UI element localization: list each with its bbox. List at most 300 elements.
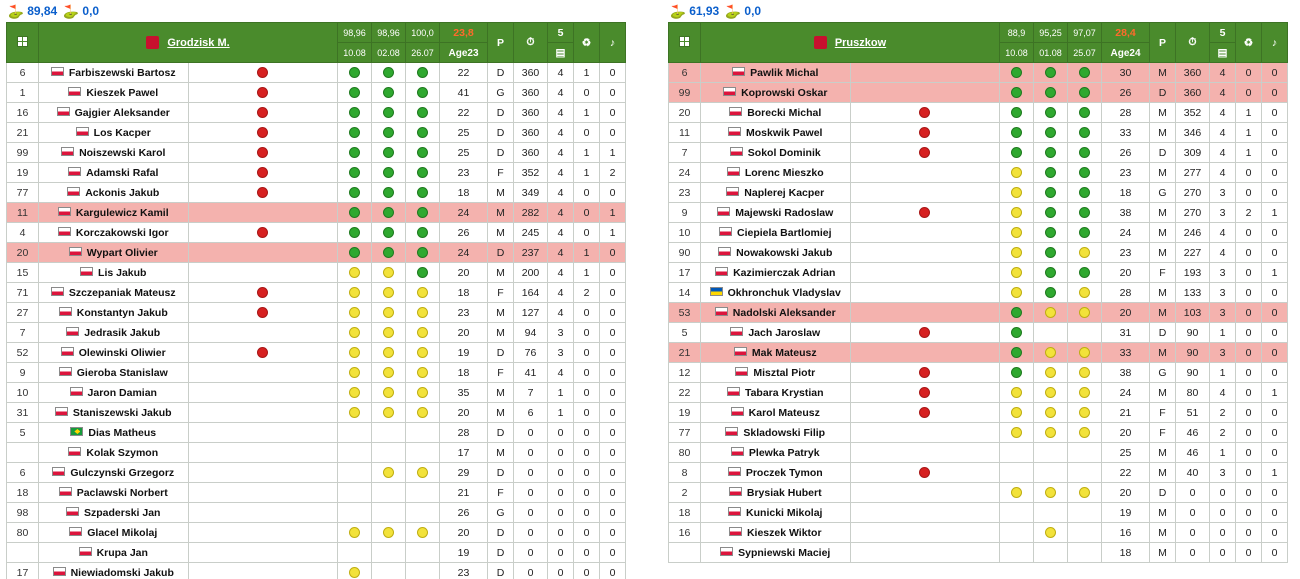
player-name-cell[interactable] [39, 503, 189, 523]
flag-ua-icon [710, 287, 723, 296]
green-status-dot-icon [1079, 267, 1090, 278]
player-name-cell[interactable] [39, 263, 189, 283]
shirt-number: 20 [7, 243, 39, 263]
table-row[interactable] [7, 383, 626, 403]
green-status-dot-icon [417, 207, 428, 218]
player-name-cell[interactable] [39, 103, 189, 123]
match-status-2 [1034, 363, 1068, 383]
player-matches: 4 [548, 163, 574, 183]
match-status-2 [1034, 443, 1068, 463]
match-status-1 [1000, 543, 1034, 563]
age-column-header[interactable] [1102, 43, 1150, 63]
player-name-cell[interactable] [701, 443, 851, 463]
player-goals: 0 [1262, 103, 1288, 123]
yellow-status-dot-icon [383, 307, 394, 318]
player-position: M [1150, 283, 1176, 303]
green-status-dot-icon [1045, 247, 1056, 258]
match-status-3 [406, 563, 440, 579]
player-name-cell[interactable] [39, 483, 189, 503]
shirt-number: 27 [7, 303, 39, 323]
player-position: G [488, 503, 514, 523]
player-age: 26 [440, 503, 488, 523]
player-goals: 0 [1262, 423, 1288, 443]
player-position: D [488, 543, 514, 563]
yellow-status-dot-icon [1045, 427, 1056, 438]
player-position: M [488, 383, 514, 403]
match-status-1 [338, 83, 372, 103]
player-matches: 0 [548, 423, 574, 443]
grid-toggle-button[interactable] [7, 23, 39, 63]
injury-indicator-cell [188, 443, 338, 463]
match-date-2[interactable]: 02.08 [372, 43, 406, 63]
player-matches: 4 [548, 263, 574, 283]
player-name-cell[interactable] [701, 483, 851, 503]
player-name-cell[interactable] [39, 323, 189, 343]
player-age: 18 [440, 183, 488, 203]
player-subs: 0 [574, 383, 600, 403]
injury-indicator-cell [850, 283, 1000, 303]
minutes-column-header[interactable]: ⏱ [514, 23, 548, 63]
player-subs: 0 [574, 123, 600, 143]
player-name-cell[interactable] [39, 543, 189, 563]
red-status-dot-icon [257, 167, 268, 178]
table-row[interactable] [669, 243, 1288, 263]
green-status-dot-icon [1079, 227, 1090, 238]
player-matches: 4 [1210, 123, 1236, 143]
table-row[interactable] [669, 423, 1288, 443]
injury-indicator-cell [850, 63, 1000, 83]
player-subs: 0 [1236, 343, 1262, 363]
player-minutes: 360 [514, 123, 548, 143]
match-status-1 [1000, 303, 1034, 323]
yellow-status-dot-icon [1079, 307, 1090, 318]
table-row[interactable] [7, 83, 626, 103]
table-row[interactable] [669, 63, 1288, 83]
player-age: 26 [1102, 143, 1150, 163]
table-row[interactable] [669, 363, 1288, 383]
player-name-cell[interactable] [39, 403, 189, 423]
position-column-header[interactable]: P [1150, 23, 1176, 63]
table-row[interactable] [669, 223, 1288, 243]
player-age: 21 [1102, 403, 1150, 423]
player-matches: 0 [548, 523, 574, 543]
match-status-1 [338, 283, 372, 303]
match-status-3 [406, 223, 440, 243]
table-row[interactable] [7, 283, 626, 303]
table-row[interactable] [7, 403, 626, 423]
match-status-3 [406, 403, 440, 423]
player-name-cell[interactable] [701, 463, 851, 483]
player-minutes: 127 [514, 303, 548, 323]
shirt-number: 9 [7, 363, 39, 383]
shirt-number: 18 [669, 503, 701, 523]
player-name: Wypart Olivier [86, 246, 158, 259]
player-name-cell[interactable] [701, 263, 851, 283]
player-name-cell[interactable] [701, 423, 851, 443]
player-position: D [488, 143, 514, 163]
player-name-cell[interactable] [701, 283, 851, 303]
goals-column-header[interactable]: ♪ [600, 23, 626, 63]
table-row[interactable] [669, 203, 1288, 223]
player-name-cell[interactable] [701, 103, 851, 123]
player-name-cell[interactable] [39, 303, 189, 323]
green-status-dot-icon [383, 167, 394, 178]
table-row[interactable] [7, 363, 626, 383]
player-position: D [488, 563, 514, 579]
player-name-cell[interactable] [39, 83, 189, 103]
player-goals: 0 [600, 343, 626, 363]
table-row[interactable] [669, 283, 1288, 303]
player-position: M [1150, 303, 1176, 323]
player-matches: 4 [1210, 83, 1236, 103]
shirt-number: 17 [7, 563, 39, 579]
table-row[interactable] [669, 323, 1288, 343]
player-minutes: 349 [514, 183, 548, 203]
table-row[interactable] [669, 83, 1288, 103]
table-row[interactable] [669, 543, 1288, 563]
player-name-cell[interactable] [701, 323, 851, 343]
player-goals: 0 [1262, 543, 1288, 563]
yellow-status-dot-icon [417, 307, 428, 318]
shirt-number: 6 [669, 63, 701, 83]
table-row[interactable] [7, 103, 626, 123]
table-row[interactable] [7, 63, 626, 83]
player-name-cell[interactable] [701, 243, 851, 263]
match-status-2 [372, 63, 406, 83]
table-row[interactable] [669, 503, 1288, 523]
match-pct-3: 97,07 [1068, 23, 1102, 43]
player-name-cell[interactable] [701, 403, 851, 423]
injury-indicator-cell [188, 123, 338, 143]
injury-indicator-cell [850, 123, 1000, 143]
match-status-3 [406, 303, 440, 323]
yellow-status-dot-icon [1045, 527, 1056, 538]
club-link[interactable]: Grodzisk M. [167, 36, 230, 49]
match-status-2 [372, 343, 406, 363]
shirt-number: 12 [669, 363, 701, 383]
player-name-cell[interactable] [39, 443, 189, 463]
flag-pl-icon [729, 487, 742, 496]
player-matches: 4 [548, 183, 574, 203]
table-row[interactable] [7, 483, 626, 503]
match-status-2 [1034, 123, 1068, 143]
player-name-cell[interactable] [39, 283, 189, 303]
subs-column-header[interactable]: ♻ [574, 23, 600, 63]
green-status-dot-icon [1079, 67, 1090, 78]
player-matches: 2 [1210, 403, 1236, 423]
flag-pl-icon [61, 147, 74, 156]
player-name-cell[interactable] [701, 523, 851, 543]
yellow-status-dot-icon [417, 367, 428, 378]
table-row[interactable] [7, 243, 626, 263]
flag-pl-icon [725, 427, 738, 436]
player-goals: 0 [600, 123, 626, 143]
player-age: 23 [1102, 243, 1150, 263]
player-name-cell[interactable] [701, 183, 851, 203]
player-matches: 4 [548, 223, 574, 243]
match-date-1[interactable]: 10.08 [338, 43, 372, 63]
match-status-2 [1034, 323, 1068, 343]
player-name-cell[interactable] [39, 463, 189, 483]
injury-indicator-cell [850, 483, 1000, 503]
match-status-1 [1000, 483, 1034, 503]
player-matches: 4 [1210, 383, 1236, 403]
player-name-cell[interactable] [39, 343, 189, 363]
subs-column-header[interactable]: ♻ [1236, 23, 1262, 63]
player-subs: 0 [1236, 183, 1262, 203]
match-status-2 [1034, 83, 1068, 103]
match-status-1 [1000, 263, 1034, 283]
player-name-cell[interactable] [39, 383, 189, 403]
player-minutes: 309 [1176, 143, 1210, 163]
player-name-cell[interactable] [39, 223, 189, 243]
table-row[interactable] [669, 523, 1288, 543]
player-name-cell[interactable] [39, 243, 189, 263]
player-minutes: 46 [1176, 423, 1210, 443]
player-name-cell[interactable] [701, 503, 851, 523]
player-subs: 0 [1236, 483, 1262, 503]
table-row[interactable] [7, 443, 626, 463]
match-status-3 [1068, 223, 1102, 243]
player-name: Lis Jakub [98, 266, 147, 279]
player-subs: 0 [1236, 263, 1262, 283]
boot-icon: ⛳ [63, 3, 80, 19]
minutes-column-header[interactable]: ⏱ [1176, 23, 1210, 63]
table-row[interactable] [7, 123, 626, 143]
yellow-status-dot-icon [1079, 407, 1090, 418]
table-row[interactable] [669, 383, 1288, 403]
green-status-dot-icon [349, 167, 360, 178]
player-name: Pawlik Michal [750, 66, 819, 79]
player-position: F [488, 363, 514, 383]
player-age: 18 [440, 283, 488, 303]
player-name-cell[interactable] [39, 123, 189, 143]
player-matches: 0 [548, 463, 574, 483]
match-status-3 [406, 483, 440, 503]
player-minutes: 6 [514, 403, 548, 423]
player-name: Gajgier Aleksander [74, 106, 170, 119]
match-status-1 [1000, 523, 1034, 543]
flag-pl-icon [59, 367, 72, 376]
match-status-3 [1068, 343, 1102, 363]
injury-indicator-cell [850, 543, 1000, 563]
match-status-3 [406, 423, 440, 443]
player-age: 21 [440, 483, 488, 503]
player-name-cell[interactable] [701, 203, 851, 223]
player-subs: 0 [574, 503, 600, 523]
player-minutes: 76 [514, 343, 548, 363]
player-position: G [1150, 363, 1176, 383]
green-status-dot-icon [349, 107, 360, 118]
player-position: M [1150, 503, 1176, 523]
yellow-status-dot-icon [1079, 287, 1090, 298]
matches-column-header[interactable]: ▤ [1210, 43, 1236, 63]
match-date-3[interactable]: 25.07 [1068, 43, 1102, 63]
table-row[interactable] [7, 303, 626, 323]
player-age: 33 [1102, 123, 1150, 143]
match-date-1[interactable]: 10.08 [1000, 43, 1034, 63]
player-name-cell[interactable] [39, 63, 189, 83]
table-row[interactable] [669, 183, 1288, 203]
player-minutes: 51 [1176, 403, 1210, 423]
player-subs: 0 [1236, 423, 1262, 443]
goals-column-header[interactable]: ♪ [1262, 23, 1288, 63]
player-age: 19 [440, 543, 488, 563]
player-goals: 0 [600, 523, 626, 543]
player-name-cell[interactable] [39, 143, 189, 163]
table-row[interactable] [7, 323, 626, 343]
player-name-cell[interactable] [701, 163, 851, 183]
player-subs: 0 [1236, 63, 1262, 83]
table-row[interactable] [7, 523, 626, 543]
match-status-3 [1068, 143, 1102, 163]
flag-pl-icon [728, 127, 741, 136]
table-row[interactable] [7, 503, 626, 523]
table-row[interactable] [7, 563, 626, 579]
table-row[interactable] [669, 343, 1288, 363]
player-name-cell[interactable] [39, 363, 189, 383]
player-matches: 4 [1210, 243, 1236, 263]
match-status-3 [406, 463, 440, 483]
player-matches: 0 [548, 503, 574, 523]
table-row[interactable] [7, 343, 626, 363]
injury-indicator-cell [188, 163, 338, 183]
age-column-header[interactable] [440, 43, 488, 63]
table-row[interactable] [7, 223, 626, 243]
player-name-cell[interactable] [39, 563, 189, 579]
grid-toggle-button[interactable] [669, 23, 701, 63]
player-minutes: 270 [1176, 203, 1210, 223]
yellow-status-dot-icon [1079, 487, 1090, 498]
flag-pl-icon [731, 407, 744, 416]
player-name-cell[interactable] [39, 423, 189, 443]
table-row[interactable] [7, 423, 626, 443]
avg-age-number: 23,8 [453, 26, 474, 39]
table-row[interactable] [7, 463, 626, 483]
shirt-number: 14 [669, 283, 701, 303]
red-status-dot-icon [257, 127, 268, 138]
match-status-2 [372, 123, 406, 143]
match-status-2 [372, 403, 406, 423]
player-name: Majewski Radoslaw [735, 206, 834, 219]
table-row[interactable] [669, 463, 1288, 483]
flag-pl-icon [68, 87, 81, 96]
green-status-dot-icon [349, 247, 360, 258]
player-name-cell[interactable] [39, 183, 189, 203]
player-name-cell[interactable] [39, 163, 189, 183]
player-subs: 1 [574, 263, 600, 283]
rating-group-1 [8, 4, 57, 18]
player-name-cell[interactable] [701, 383, 851, 403]
table-row[interactable] [7, 163, 626, 183]
player-name-cell[interactable] [701, 343, 851, 363]
green-status-dot-icon [417, 227, 428, 238]
table-row[interactable] [669, 103, 1288, 123]
match-date-3[interactable]: 26.07 [406, 43, 440, 63]
player-minutes: 0 [514, 563, 548, 579]
player-name: Kunicki Mikolaj [746, 506, 823, 519]
player-name-cell[interactable] [701, 83, 851, 103]
injury-indicator-cell [850, 183, 1000, 203]
player-name-cell[interactable] [701, 123, 851, 143]
green-status-dot-icon [1011, 367, 1022, 378]
yellow-status-dot-icon [349, 267, 360, 278]
match-status-3 [406, 363, 440, 383]
position-column-header[interactable]: P [488, 23, 514, 63]
table-row[interactable] [7, 143, 626, 163]
table-row[interactable] [669, 263, 1288, 283]
match-pct-2: 98,96 [372, 23, 406, 43]
match-status-3 [406, 383, 440, 403]
table-row[interactable] [669, 403, 1288, 423]
shirt-number: 71 [7, 283, 39, 303]
table-row[interactable] [669, 443, 1288, 463]
player-subs: 1 [574, 243, 600, 263]
squad-table [668, 22, 1288, 563]
table-row[interactable] [669, 483, 1288, 503]
table-row[interactable] [7, 183, 626, 203]
player-name-cell[interactable] [701, 223, 851, 243]
match-date-2[interactable]: 01.08 [1034, 43, 1068, 63]
table-row[interactable] [669, 123, 1288, 143]
match-status-2 [372, 183, 406, 203]
player-name-cell[interactable] [701, 63, 851, 83]
player-name-cell[interactable] [701, 303, 851, 323]
club-crest-icon [146, 36, 159, 49]
player-position: D [1150, 483, 1176, 503]
club-link[interactable]: Pruszkow [834, 36, 887, 49]
green-status-dot-icon [1045, 207, 1056, 218]
flag-pl-icon [57, 107, 70, 116]
green-status-dot-icon [1011, 127, 1022, 138]
table-row[interactable] [7, 203, 626, 223]
matches-column-header[interactable]: ▤ [548, 43, 574, 63]
player-name-cell[interactable] [701, 363, 851, 383]
table-row[interactable] [7, 263, 626, 283]
player-subs: 0 [1236, 283, 1262, 303]
flag-pl-icon [58, 207, 71, 216]
table-row[interactable] [669, 143, 1288, 163]
red-status-dot-icon [257, 227, 268, 238]
player-name-cell[interactable] [701, 143, 851, 163]
player-subs: 1 [574, 163, 600, 183]
player-name: Dias Matheus [88, 426, 157, 439]
player-name-cell[interactable] [701, 543, 851, 563]
player-name: Jaron Damian [87, 386, 157, 399]
flag-pl-icon [723, 87, 736, 96]
green-status-dot-icon [417, 87, 428, 98]
match-status-1 [1000, 163, 1034, 183]
player-matches: 0 [1210, 523, 1236, 543]
club-header [39, 23, 338, 63]
player-age: 20 [1102, 423, 1150, 443]
player-goals: 0 [1262, 163, 1288, 183]
match-status-1 [1000, 123, 1034, 143]
shirt-number: 23 [669, 183, 701, 203]
player-name: Koprowski Oskar [741, 86, 828, 99]
player-subs: 1 [1236, 143, 1262, 163]
injury-indicator-cell [188, 463, 338, 483]
injury-indicator-cell [850, 163, 1000, 183]
player-name-cell[interactable] [39, 523, 189, 543]
player-goals: 1 [600, 203, 626, 223]
table-row[interactable] [669, 303, 1288, 323]
player-name-cell[interactable] [39, 203, 189, 223]
table-row[interactable] [7, 543, 626, 563]
match-status-2 [372, 163, 406, 183]
table-row[interactable] [669, 163, 1288, 183]
player-matches: 4 [548, 123, 574, 143]
